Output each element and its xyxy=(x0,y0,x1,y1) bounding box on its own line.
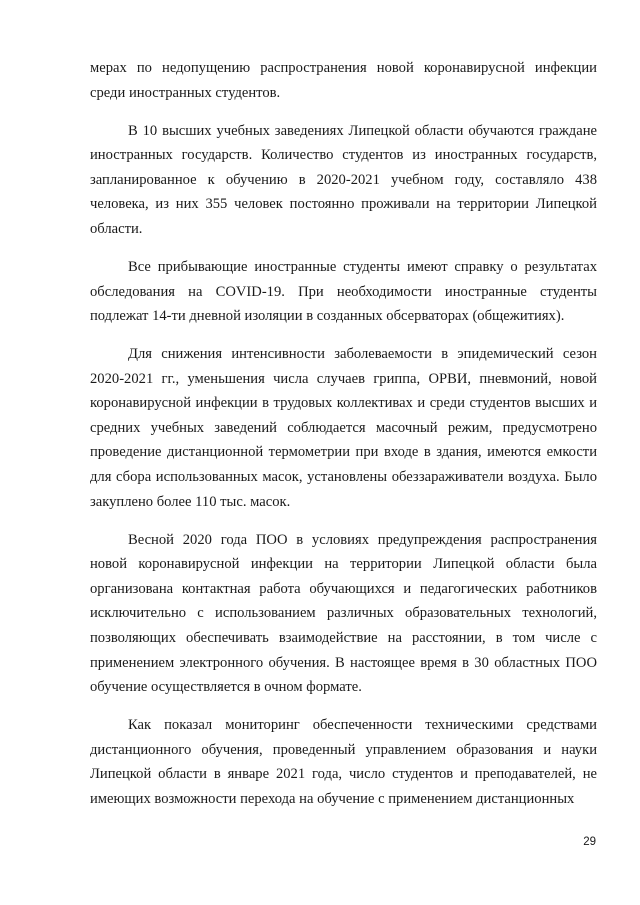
paragraph-5: Весной 2020 года ПОО в условиях предупреждения распространения новой коронавирусной инфекции на территории Липецкой области была организована контактная работа обучающихся и педагогических работников исключительно с использованием различных образовательных технологий, позволяющих обеспечивать взаимодействие на расстоянии, в том числе с применением электронного обучения. В настоящее время в 30 областных ПОО обучение осуществляется в очном формате. xyxy=(90,531,597,696)
paragraph-4: Для снижения интенсивности заболеваемости в эпидемический сезон 2020-2021 гг., уменьшения числа случаев гриппа, ОРВИ, пневмоний, новой коронавирусной инфекции в трудовых коллективах и среди студентов высших и средних учебных заведений соблюдается масочный режим, предусмотрено проведение дистанционной термометрии при входе в здания, имеются емкости для сбора использованных масок, установлены обеззараживатели воздуха. Было закуплено более 110 тыс. масок. xyxy=(90,346,597,510)
paragraph-2: В 10 высших учебных заведениях Липецкой области обучаются граждане иностранных государств. Количество студентов из иностранных государств, запланированное к обучению в 2020-2021 учебном году, составляло 438 человека, из них 355 человек постоянно проживали на территории Липецкой области. xyxy=(90,122,597,237)
paragraph-6: Как показал мониторинг обеспеченности техническими средствами дистанционного обучения, проведенный управлением образования и науки Липецкой области в январе 2021 года, число студентов и преподавателей, не имеющих возможности перехода на обучение с применением дистанционных xyxy=(90,717,597,807)
paragraph-1: мерах по недопущению распространения новой коронавирусной инфекции среди иностранных студентов. xyxy=(90,60,597,101)
paragraph-3: Все прибывающие иностранные студенты имеют справку о результатах обследования на COVID-19. При необходимости иностранные студенты подлежат 14-ти дневной изоляции в созданных обсерваторах (общежитиях). xyxy=(90,258,597,325)
body-text xyxy=(90,56,597,825)
page-number: 29 xyxy=(583,836,596,848)
